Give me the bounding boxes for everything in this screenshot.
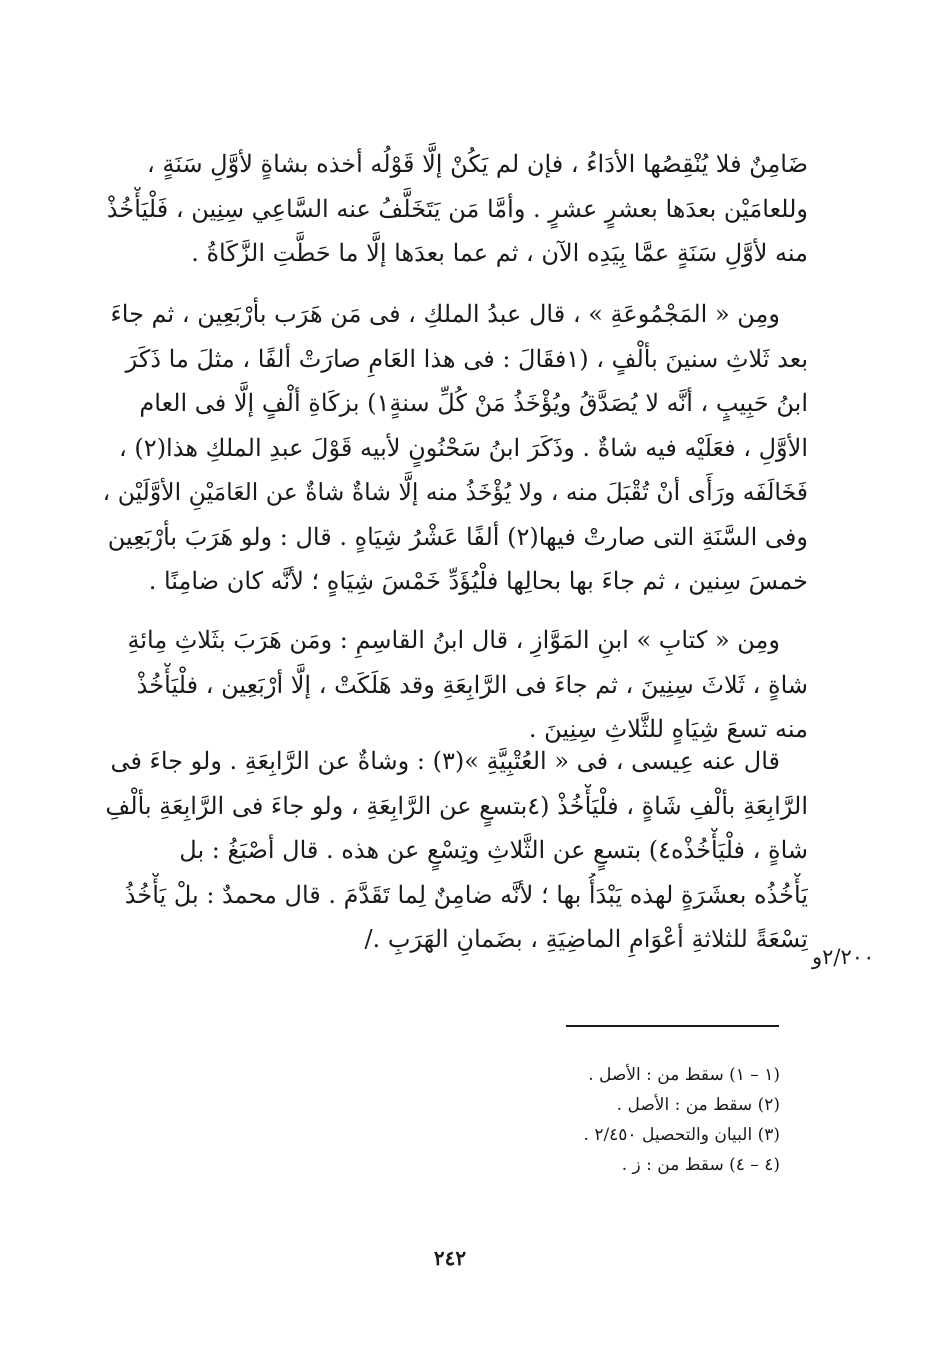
footnote: (٤ – ٤) سقط من : ز . [621, 1155, 780, 1175]
footnote: (٣) البيان والتحصيل ٢/٤٥٠ . [583, 1125, 780, 1145]
text-line: منه تسعَ شِيَاهٍ للثَّلاثِ سِنِينَ . [528, 715, 808, 743]
text-line: فَخَالَفَه ورَأَى أنْ تُقْبَلَ منه ، ولا يُؤْخَذُ منه إلَّا شاةٌ شاةٌ عن العَامَيْنِ الأوَّلَيْن ، [102, 478, 808, 506]
paragraph-2 [96, 292, 808, 604]
paragraph-3 [96, 618, 808, 752]
footnote-divider [566, 1025, 779, 1027]
text-line: ابنُ حَبِيبٍ ، أنَّه لا يُصَدَّقُ ويُؤْخَذُ مَنْ كُلِّ سنةٍ١) بزكَاةِ ألْفٍ إلَّا فى العام [139, 389, 808, 417]
text-line: يَأْخُذُه بعشَرَةٍ لهذه يَبْدَأُ بها ؛ لأنَّه ضامِنٌ لِما تَقَدَّمَ . قال محمدٌ : بلْ يَأْخُذُ [124, 880, 808, 909]
text-line: قال عنه عِيسى ، فى « العُتْبِيَّةِ »(٣) : وشاةٌ عن الرَّابِعَةِ . ولو جاءَ فى [110, 747, 780, 775]
text-line: شاةٍ ، فلْيَأْخُذْه٤) بتسعٍ عن الثَّلاثِ وتِسْعٍ عن هذه . قال أصْبَغُ : بل [179, 836, 808, 864]
text-line: ومِن « كتابِ » ابنِ المَوَّازِ ، قال ابنُ القاسِمِ : ومَن هَرَبَ بثَلاثِ مِائةِ [127, 626, 780, 654]
footnotes [520, 1060, 780, 1180]
paragraph-1 [96, 142, 808, 276]
text-line: خمسَ سِنين ، ثم جاءَ بها بحالِها فلْيُؤَدِّ خَمْسَ شِيَاهٍ ؛ لأنَّه كان ضامِنًا . [148, 567, 808, 595]
text-line: الرَّابِعَةِ بألْفِ شَاةٍ ، فلْيَأْخُذْ (٤بتسعٍ عن الرَّابِعَةِ ، ولو جاءَ فى الرَّابِعَةِ بألْفِ [105, 791, 808, 820]
text-line: ضَامِنٌ فلا يُنْقِصُها الأدَاءُ ، فإن لم يَكُنْ إلَّا قَوْلُه أخذه بشاةٍ لأوَّلِ سَنَةٍ ، [146, 150, 808, 178]
footnote: (٢) سقط من : الأصل . [616, 1095, 780, 1115]
text-line: وللعامَيْن بعدَها بعشرٍ عشرٍ . وأمَّا مَن يَتَخَلَّفُ عنه السَّاعِي سِنِين ، فَلْيَأْخُذْ [106, 194, 808, 223]
text-line: الأوَّلِ ، فعَلَيْه فيه شاةٌ . وذَكَرَ ابنُ سَحْنُونٍ لأبيه قَوْلَ عبدِ الملكِ هذا(٢) ، [119, 433, 808, 462]
page-number: ٢٤٢ [433, 1246, 467, 1270]
text-line: شاةٍ ، ثَلاثَ سِنِينَ ، ثم جاءَ فى الرَّابِعَةِ وقد هَلَكَتْ ، إلَّا أرْبَعِين ، فلْيَأْخُذْ [136, 670, 808, 699]
footnote: (١ – ١) سقط من : الأصل . [588, 1065, 780, 1085]
text-line: منه لأوَّلِ سَنَةٍ عمَّا بِيَدِه الآن ، ثم عما بعدَها إلَّا ما حَطَّتِ الزَّكَاةُ . [191, 239, 808, 267]
manuscript-folio-marker: ٢/٢٠٠و [812, 945, 875, 969]
text-line: ومِن « المَجْمُوعَةِ » ، قال عبدُ الملكِ ، فى مَن هَرَب بأرْبَعِين ، ثم جاءَ [110, 300, 780, 328]
text-line: بعد ثَلاثِ سنينَ بألْفٍ ، (١فقَالَ : فى هذا العَامِ صارَتْ ألفًا ، مثلَ ما ذَكَرَ [125, 344, 808, 373]
text-line: وفى السَّنَةِ التى صارتْ فيها(٢) ألفًا عَشْرُ شِيَاهٍ . قال : ولو هَرَبَ بأرْبَعِين [107, 522, 808, 551]
paragraph-4 [96, 739, 808, 962]
text-line: تِسْعَةً للثلاثةِ أعْوَامِ الماضِيَةِ ، بضَمانِ الهَرَبِ ./ [364, 925, 808, 953]
